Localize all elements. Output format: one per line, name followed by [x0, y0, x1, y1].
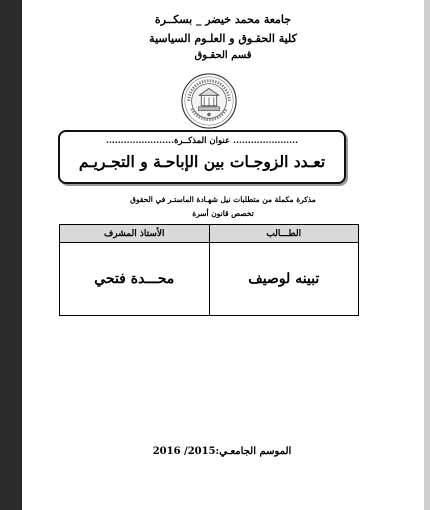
specialization-note: تخصص قانون أسرة — [192, 209, 254, 218]
document-page — [22, 0, 424, 510]
thesis-caption: ...................... عنوان المذكــرة....................... — [105, 136, 299, 146]
academic-year: الموسم الجامعـي:2015/ 2016 — [152, 446, 292, 457]
right-scrollbar[interactable] — [424, 0, 430, 510]
degree-note: مذكرة مكملة من متطلبات نيل شهـادة الماستـر في الحقوق — [130, 195, 316, 204]
faculty-name: كلية الحقـوق و العلـوم السياسية — [149, 32, 297, 45]
student-supervisor-table — [59, 224, 359, 316]
supervisor-name: محـــدة فتحي — [60, 243, 210, 316]
thesis-title-box — [58, 130, 346, 184]
thesis-title: تعـدد الزوجـات بين الإباحـة و التجـريـم — [78, 152, 326, 171]
department-name: قسم الحقـوق — [194, 50, 252, 61]
table-header-row — [60, 225, 359, 243]
university-name: جامعة محمد خيضر _ بسكــرة — [154, 13, 292, 26]
student-name: تبينه لوصيف — [209, 243, 359, 316]
left-margin-bar — [0, 0, 22, 510]
table-row — [60, 243, 359, 316]
university-seal-icon — [180, 72, 238, 130]
supervisor-header: الأستاذ المشرف — [60, 225, 210, 243]
student-header: الطـــالب — [209, 225, 359, 243]
